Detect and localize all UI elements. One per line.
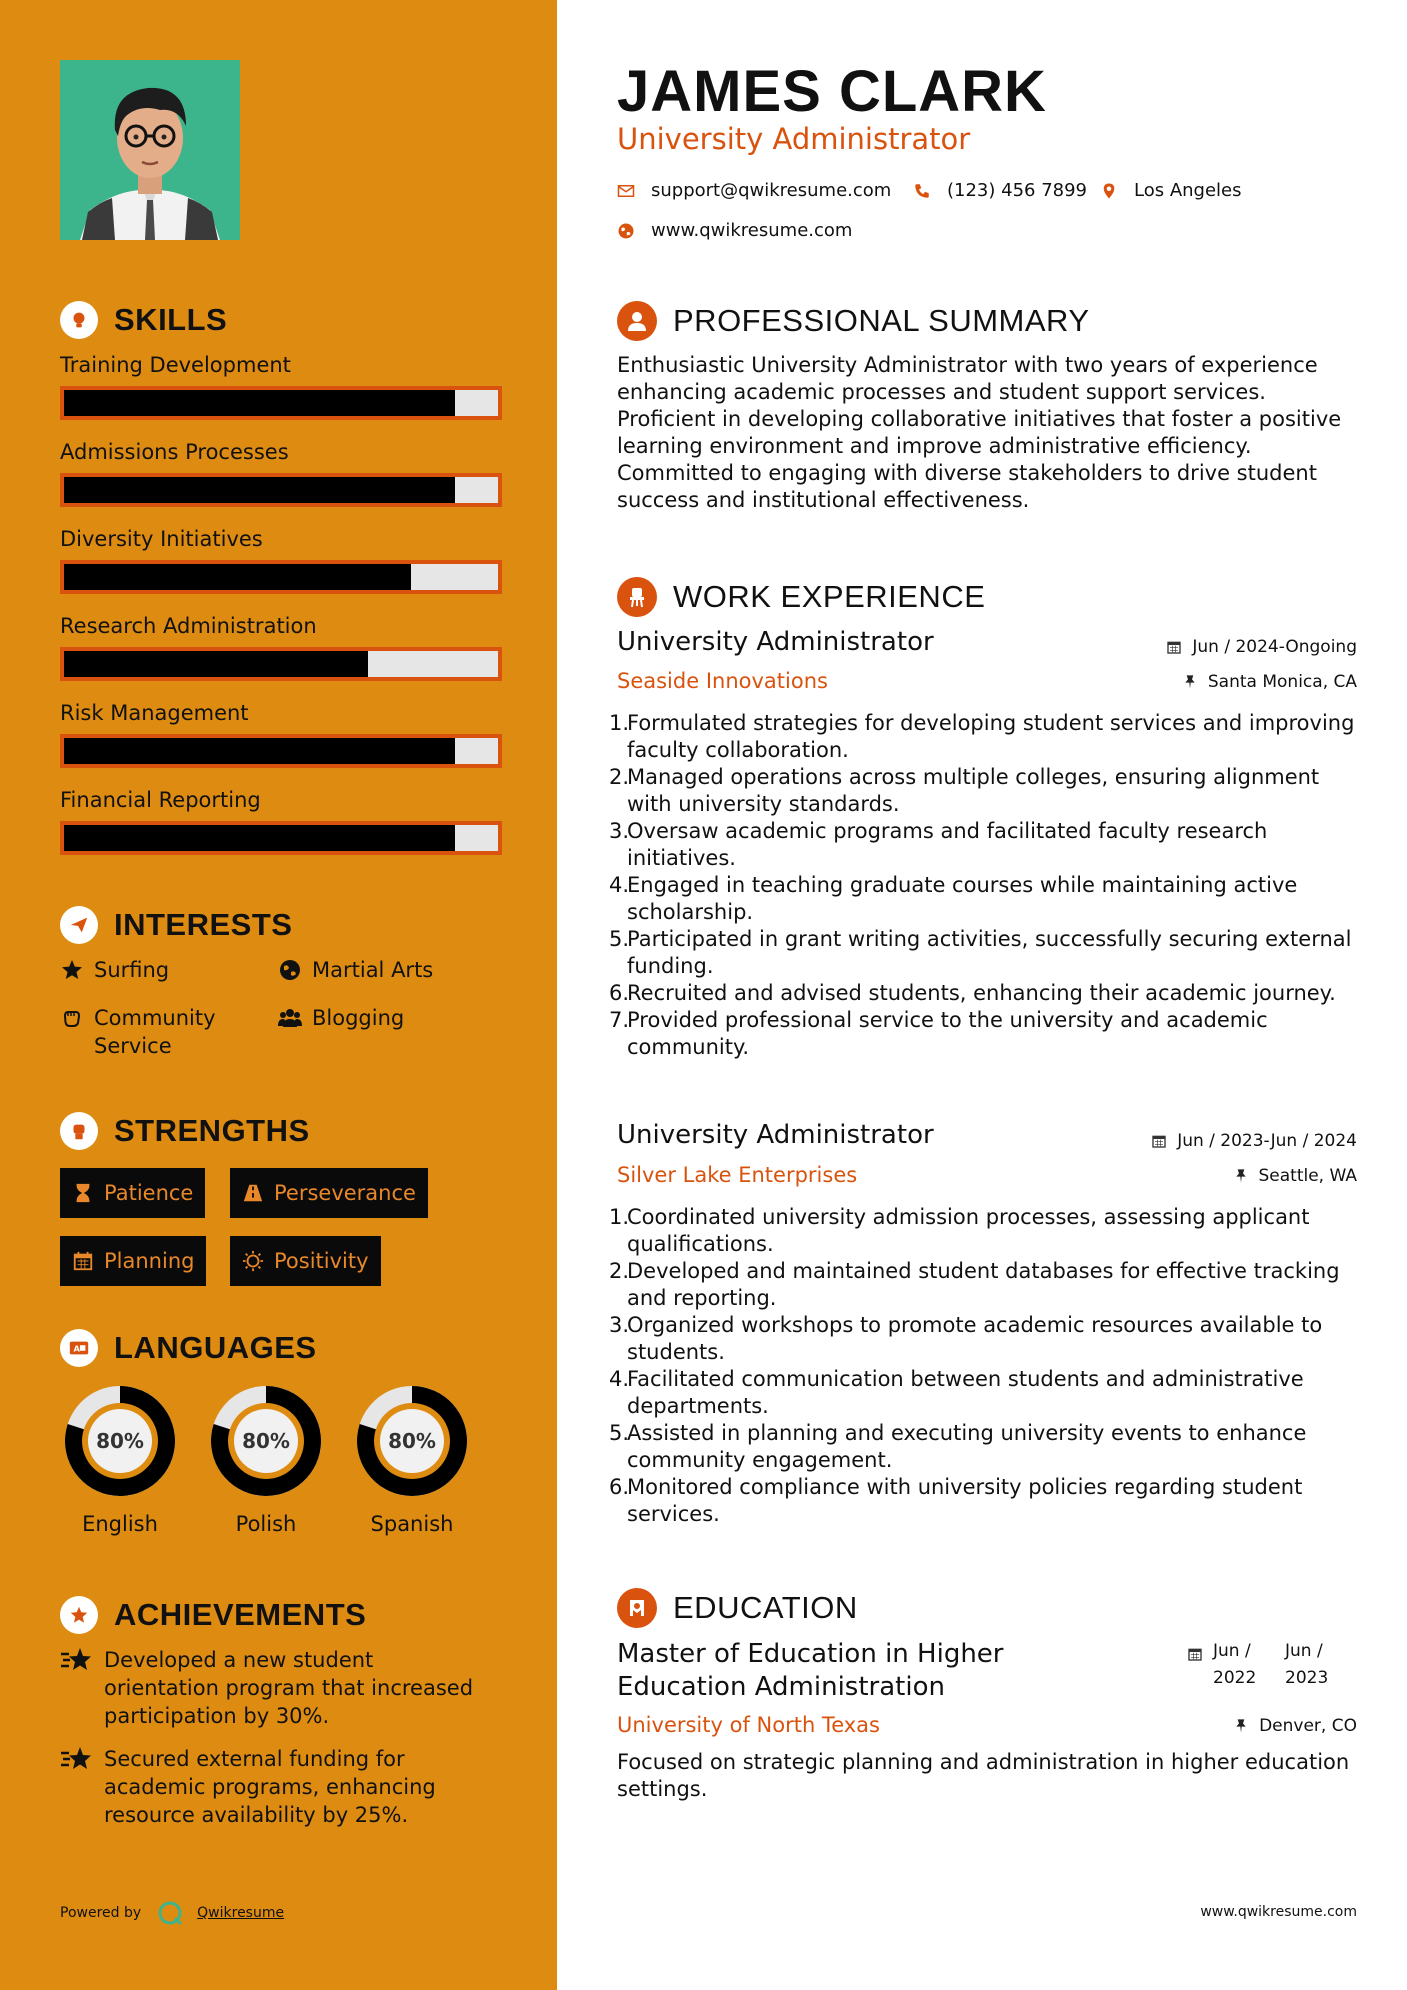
star-badge-icon — [60, 1596, 98, 1634]
interest-item — [60, 956, 169, 984]
skill-bar — [60, 821, 502, 855]
list-item: 6. Recruited and advised students, enhancing their academic journey. — [609, 981, 1336, 1005]
list-item: 6. Monitored compliance with university policies regarding student services. — [609, 1475, 1303, 1526]
achievement-item — [60, 1745, 480, 1829]
language-gauge — [351, 1380, 473, 1502]
powered-by-label: Powered by — [60, 1905, 142, 1921]
language-item — [351, 1380, 473, 1536]
globe-icon — [278, 958, 302, 982]
languages-title: LANGUAGES — [114, 1330, 317, 1365]
skill-label: Admissions Processes — [60, 440, 289, 464]
education-dates — [1187, 1638, 1357, 1692]
language-percent: 80% — [242, 1429, 290, 1453]
lightbulb-icon — [60, 301, 98, 339]
list-item: 3. Oversaw academic programs and facilitated faculty research initiatives. — [609, 819, 1268, 870]
job-location — [1182, 672, 1357, 692]
skill-bar-fill — [64, 390, 455, 416]
phone-text[interactable]: (123) 456 7899 — [947, 180, 1088, 201]
summary-title: PROFESSIONAL SUMMARY — [673, 303, 1090, 338]
calendar-icon — [1166, 639, 1182, 655]
list-item: 5. Assisted in planning and executing university events to enhance community engagement. — [609, 1421, 1307, 1472]
powered-by — [60, 1900, 284, 1926]
skill-label: Research Administration — [60, 614, 317, 638]
skills-title: SKILLS — [114, 302, 228, 337]
skill-bar — [60, 560, 502, 594]
interest-item — [60, 1004, 240, 1060]
language-item — [205, 1380, 327, 1536]
skill-label: Risk Management — [60, 701, 249, 725]
language-item — [59, 1380, 181, 1536]
calendar-icon — [72, 1250, 94, 1272]
calendar-icon — [1187, 1646, 1203, 1662]
skill-label: Diversity Initiatives — [60, 527, 263, 551]
list-item: 1. Coordinated university admission processes, assessing applicant qualifications. — [609, 1205, 1310, 1256]
main-content — [557, 0, 1407, 1990]
globe-icon — [617, 222, 635, 240]
education-description: Focused on strategic planning and administration in higher education settings. — [617, 1750, 1350, 1801]
graduate-icon — [617, 1588, 657, 1628]
candidate-name: JAMES CLARK — [617, 59, 1047, 124]
job-dates-text: Jun / 2023-Jun / 2024 — [1177, 1131, 1357, 1151]
website-text[interactable]: www.qwikresume.com — [651, 220, 853, 241]
achievement-item — [60, 1646, 480, 1730]
skill-item — [60, 700, 502, 787]
envelope-icon — [617, 182, 635, 200]
interest-label: Community Service — [94, 1006, 216, 1058]
language-label: English — [82, 1512, 158, 1536]
shooting-star-icon — [60, 1646, 94, 1674]
skill-bar-fill — [64, 651, 368, 677]
education-end-year: 2023 — [1285, 1668, 1329, 1688]
job-title: University Administrator — [617, 1120, 934, 1150]
education-start-year: 2022 — [1213, 1668, 1257, 1688]
education-start-month: Jun / — [1213, 1641, 1251, 1661]
road-icon — [242, 1182, 264, 1204]
education-location-text: Denver, CO — [1259, 1716, 1357, 1736]
list-item: 2. Managed operations across multiple colleges, ensuring alignment with university standards. — [609, 765, 1320, 816]
languages-heading — [60, 1329, 317, 1367]
strength-badge — [230, 1236, 381, 1286]
skill-item — [60, 526, 502, 613]
skill-bar — [60, 386, 502, 420]
pushpin-icon — [1233, 1718, 1249, 1734]
job-dates-text: Jun / 2024-Ongoing — [1192, 637, 1357, 657]
shooting-star-icon — [60, 1745, 94, 1773]
profile-photo — [60, 60, 240, 240]
interests-title: INTERESTS — [114, 907, 293, 942]
skill-label: Financial Reporting — [60, 788, 261, 812]
location-text: Los Angeles — [1134, 180, 1242, 201]
skills-list — [60, 352, 502, 874]
education-start — [1213, 1638, 1285, 1692]
interest-label: Surfing — [94, 958, 170, 982]
list-item: 1. Formulated strategies for developing student services and improving faculty collaboration. — [609, 711, 1355, 762]
job-title: University Administrator — [617, 627, 934, 657]
summary-text: Enthusiastic University Administrator with two years of experience enhancing academic processes and student support services. Proficient in developing collaborative initiatives that foster a positive learning environment and improve administrative efficiency. Committed to engaging with diverse stakeholders to drive student success and institutional effectiveness. — [617, 353, 1342, 512]
interest-label: Martial Arts — [312, 958, 434, 982]
email-text[interactable]: support@qwikresume.com — [651, 180, 892, 201]
candidate-role: University Administrator — [617, 122, 971, 156]
language-label: Spanish — [370, 1512, 454, 1536]
job-location-text: Seattle, WA — [1258, 1166, 1357, 1186]
education-title: EDUCATION — [673, 1590, 858, 1625]
education-end-month: Jun / — [1285, 1641, 1323, 1661]
sidebar — [0, 0, 557, 1990]
language-label: Polish — [235, 1512, 297, 1536]
qwikresume-logo-icon — [157, 1900, 183, 1926]
strength-label: Positivity — [274, 1249, 369, 1273]
skill-bar — [60, 647, 502, 681]
pushpin-icon — [1233, 1168, 1249, 1184]
skill-bar-fill — [64, 738, 455, 764]
user-icon — [617, 301, 657, 341]
strength-badge — [60, 1236, 206, 1286]
job-bullets — [609, 1204, 1357, 1528]
language-gauge — [205, 1380, 327, 1502]
portrait-image — [60, 60, 240, 240]
skill-bar-fill — [64, 477, 455, 503]
skill-label: Training Development — [60, 353, 291, 377]
language-percent: 80% — [388, 1429, 436, 1453]
strengths-title: STRENGTHS — [114, 1113, 310, 1148]
phone-icon — [913, 182, 931, 200]
skill-item — [60, 613, 502, 700]
contact-phone[interactable] — [913, 180, 1087, 201]
job-location-text: Santa Monica, CA — [1207, 672, 1357, 692]
strength-badge — [230, 1168, 428, 1218]
list-item: 4. Engaged in teaching graduate courses while maintaining active scholarship. — [609, 873, 1298, 924]
strength-badge — [60, 1168, 205, 1218]
job-company: Seaside Innovations — [617, 669, 828, 693]
interest-item — [278, 1004, 404, 1032]
achievement-text: Secured external funding for academic programs, enhancing resource availability by 25%. — [104, 1747, 436, 1827]
achievements-heading — [60, 1596, 366, 1634]
pushpin-icon — [1182, 674, 1198, 690]
interest-item — [278, 956, 433, 984]
interest-label: Blogging — [312, 1006, 405, 1030]
education-heading — [617, 1588, 858, 1628]
calendar-icon — [1151, 1133, 1167, 1149]
contact-website[interactable] — [617, 220, 852, 241]
language-icon — [60, 1329, 98, 1367]
interests-heading — [60, 906, 292, 944]
job-company: Silver Lake Enterprises — [617, 1163, 858, 1187]
list-item: 2. Developed and maintained student databases for effective tracking and reporting. — [609, 1259, 1340, 1310]
skills-heading — [60, 301, 227, 339]
list-item: 7. Provided professional service to the university and academic community. — [609, 1008, 1268, 1059]
star-icon — [60, 958, 84, 982]
hand-icon — [60, 1006, 84, 1030]
school-name: University of North Texas — [617, 1713, 880, 1737]
skill-bar — [60, 473, 502, 507]
experience-title: WORK EXPERIENCE — [673, 579, 986, 614]
skill-bar-fill — [64, 564, 411, 590]
contact-email[interactable] — [617, 180, 891, 201]
strength-label: Patience — [104, 1181, 194, 1205]
footer-url[interactable]: www.qwikresume.com — [1200, 1904, 1357, 1920]
skill-item — [60, 787, 502, 874]
job-bullets — [609, 710, 1357, 1061]
language-gauge — [59, 1380, 181, 1502]
job-location — [1233, 1166, 1358, 1186]
experience-heading — [617, 577, 985, 617]
skill-item — [60, 352, 502, 439]
map-pin-icon — [1100, 182, 1118, 200]
language-percent: 80% — [96, 1429, 144, 1453]
svg-text:A: A — [73, 1343, 80, 1354]
qwikresume-link[interactable]: Qwikresume — [197, 1905, 285, 1921]
job-dates — [1166, 637, 1357, 657]
achievement-text: Developed a new student orientation program that increased participation by 30%. — [104, 1648, 474, 1728]
job-dates — [1151, 1131, 1357, 1151]
fist-icon — [60, 1112, 98, 1150]
degree-line: Master of Education in Higher — [617, 1639, 1004, 1669]
list-item: 3. Organized workshops to promote academic resources available to students. — [609, 1313, 1323, 1364]
achievements-title: ACHIEVEMENTS — [114, 1597, 367, 1632]
paper-plane-icon — [60, 906, 98, 944]
users-icon — [278, 1006, 302, 1030]
degree-line: Education Administration — [617, 1672, 945, 1702]
list-item: 4. Facilitated communication between students and administrative departments. — [609, 1367, 1304, 1418]
skill-item — [60, 439, 502, 526]
skill-bar — [60, 734, 502, 768]
summary-heading — [617, 301, 1090, 341]
contact-location — [1100, 180, 1242, 201]
strength-label: Planning — [104, 1249, 195, 1273]
sun-icon — [242, 1250, 264, 1272]
degree-title — [617, 1638, 1004, 1704]
education-end — [1285, 1638, 1357, 1692]
education-location — [1233, 1716, 1357, 1736]
strengths-heading — [60, 1112, 310, 1150]
list-item: 5. Participated in grant writing activities, successfully securing external funding. — [609, 927, 1352, 978]
chair-icon — [617, 577, 657, 617]
skill-bar-fill — [64, 825, 455, 851]
hourglass-icon — [72, 1182, 94, 1204]
strength-label: Perseverance — [274, 1181, 416, 1205]
